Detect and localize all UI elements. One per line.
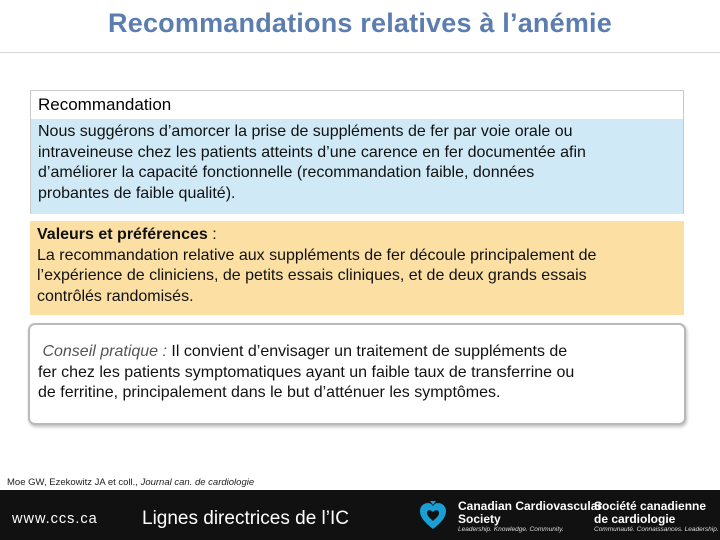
practical-tip-label: Conseil pratique : bbox=[42, 343, 167, 360]
recommendation-line: probantes de faible qualité). bbox=[38, 184, 236, 202]
citation-journal: Journal can. de cardiologie bbox=[140, 477, 255, 488]
practical-tip-line: fer chez les patients symptomatiques ayant un faible taux de transferrine ou bbox=[38, 363, 575, 381]
citation bbox=[7, 477, 254, 488]
recommendation-line: Nous suggérons d’amorcer la prise de suppléments de fer par voie orale ou bbox=[38, 123, 573, 140]
ccs-heart-logo-icon bbox=[418, 500, 448, 532]
footer-guideline-title: Lignes directrices de l’IC bbox=[142, 508, 349, 529]
values-heading bbox=[37, 225, 678, 246]
org-en-name-line: Society bbox=[458, 511, 501, 526]
org-fr-name-line: de cardiologie bbox=[594, 511, 676, 526]
recommendation-header: Recommandation bbox=[31, 91, 683, 119]
citation-authors: Moe GW, Ezekowitz JA et coll., bbox=[7, 477, 141, 488]
practical-tip-line: de ferritine, principalement dans le but d’atténuer les symptômes. bbox=[38, 384, 501, 401]
footer-bar bbox=[0, 490, 720, 540]
footer-url-link[interactable]: www.ccs.ca bbox=[12, 511, 98, 527]
recommendation-box bbox=[30, 90, 684, 214]
org-fr-tagline: Communauté. Connaissances. Leadership. bbox=[594, 526, 719, 533]
values-separator: : bbox=[207, 226, 217, 243]
recommendation-line: d’améliorer la capacité fonctionnelle (recommandation faible, données bbox=[38, 164, 535, 181]
practical-tip-box bbox=[28, 323, 686, 425]
recommendation-body bbox=[31, 119, 683, 214]
practical-tip-text: Il convient d’envisager un traitement de suppléments de bbox=[166, 343, 568, 360]
org-en-tagline: Leadership. Knowledge. Community. bbox=[458, 526, 564, 533]
title-divider bbox=[0, 52, 720, 53]
values-line: contrôlés randomisés. bbox=[37, 287, 194, 305]
slide-title: Recommandations relatives à l’anémie bbox=[108, 8, 612, 38]
ccs-org-name-fr bbox=[594, 500, 719, 533]
ccs-org-name-en bbox=[458, 500, 602, 533]
practical-tip-first-line bbox=[38, 342, 670, 363]
values-line: La recommandation relative aux suppléments de fer découle principalement de bbox=[37, 246, 597, 264]
values-preferences-box bbox=[30, 221, 684, 315]
values-line: l’expérience de cliniciens, de petits essais cliniques, et de deux grands essais bbox=[37, 267, 587, 284]
recommendation-line: intraveineuse chez les patients atteints d’une carence en fer documentée afin bbox=[38, 143, 586, 161]
values-label: Valeurs et préférences bbox=[37, 226, 208, 243]
org-en-name-line: Canadian Cardiovascular bbox=[458, 499, 603, 513]
org-fr-name-line: Société canadienne bbox=[594, 499, 707, 513]
